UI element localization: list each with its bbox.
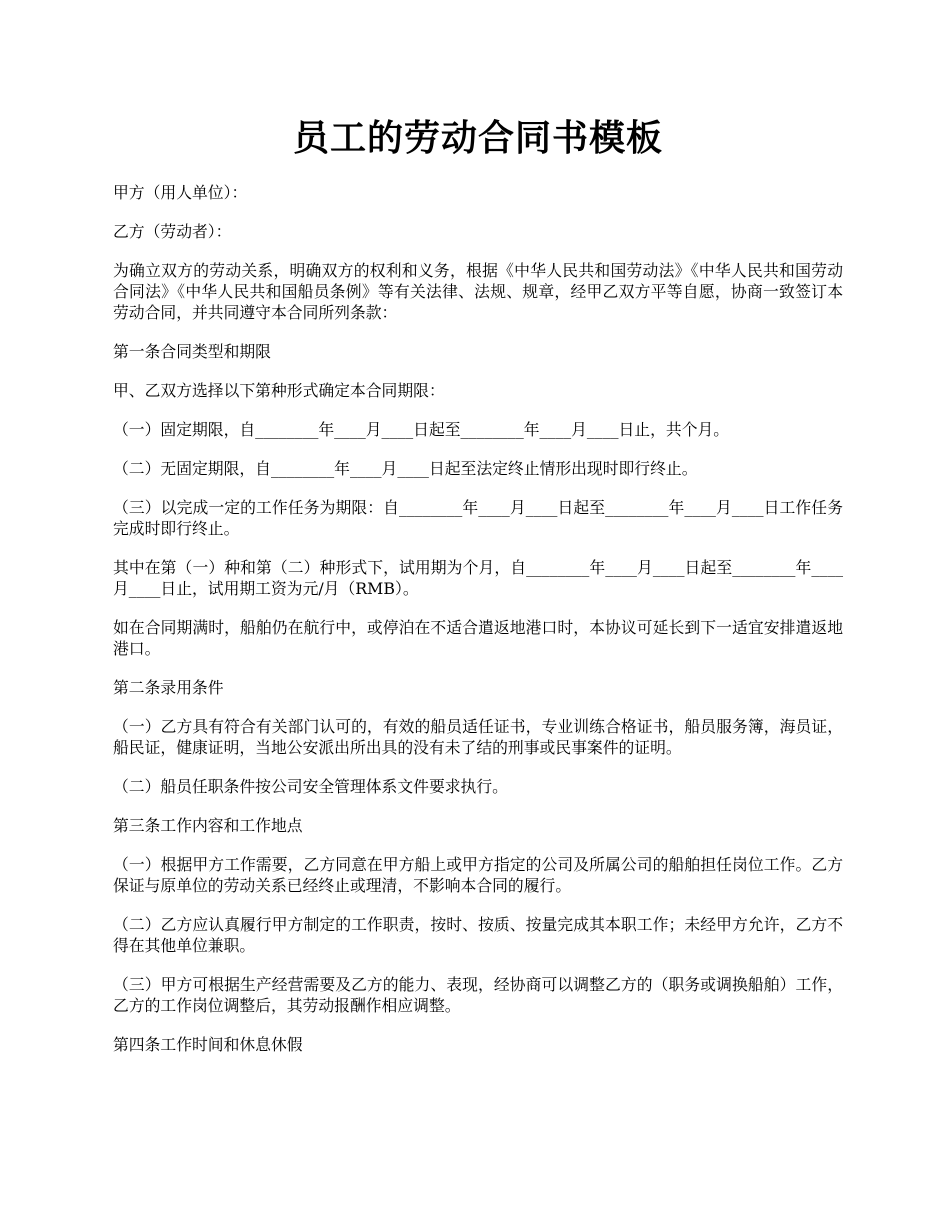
party-a-line: 甲方（用人单位）： bbox=[113, 183, 248, 202]
extension-paragraph: 如在合同期满时，船舶仍在航行中，或停泊在不适合遣返地港口时，本协议可延长到下一适宜安排遣返地港口。 bbox=[113, 618, 843, 658]
article-1-option-3: （三）以完成一定的工作任务为期限：自________年____月____日起至________年____月____日工作任务完成时即行终止。 bbox=[113, 498, 843, 538]
article-3-item-2: （二）乙方应认真履行甲方制定的工作职责，按时、按质、按量完成其本职工作；未经甲方允许，乙方不得在其他单位兼职。 bbox=[113, 915, 843, 955]
article-3-item-3: （三）甲方可根据生产经营需要及乙方的能力、表现，经协商可以调整乙方的（职务或调换船舶）工作，乙方的工作岗位调整后，其劳动报酬作相应调整。 bbox=[113, 975, 843, 1015]
document-page bbox=[113, 0, 843, 1055]
article-2-item-1: （一）乙方具有符合有关部门认可的，有效的船员适任证书，专业训练合格证书，船员服务簿，海员证，船民证，健康证明，当地公安派出所出具的没有未了结的刑事或民事案件的证明。 bbox=[113, 717, 843, 757]
article-1-option-2: （二）无固定期限，自________年____月____日起至法定终止情形出现时即行终止。 bbox=[113, 459, 698, 478]
article-2-heading: 第二条录用条件 bbox=[113, 678, 224, 697]
article-4-heading: 第四条工作时间和休息休假 bbox=[113, 1035, 303, 1054]
party-b-line: 乙方（劳动者）： bbox=[113, 222, 232, 241]
article-1-option-1: （一）固定期限，自________年____月____日起至________年____月____日止，共个月。 bbox=[113, 420, 730, 439]
probation-paragraph: 其中在第（一）种和第（二）种形式下，试用期为个月，自________年____月____日起至________年____月____日止，试用期工资为元/月（RMB）。 bbox=[113, 558, 843, 598]
preamble-paragraph: 为确立双方的劳动关系，明确双方的权利和义务，根据《中华人民共和国劳动法》《中华人民共和国劳动合同法》《中华人民共和国船员条例》等有关法律、法规、规章，经甲乙双方平等自愿，协商一致签订本劳动合同，并共同遵守本合同所列条款： bbox=[113, 261, 843, 322]
article-2-item-2: （二）船员任职条件按公司安全管理体系文件要求执行。 bbox=[113, 777, 508, 796]
article-1-intro: 甲、乙双方选择以下第种形式确定本合同期限： bbox=[113, 381, 445, 400]
article-3-item-1: （一）根据甲方工作需要，乙方同意在甲方船上或甲方指定的公司及所属公司的船舶担任岗位工作。乙方保证与原单位的劳动关系已经终止或理清，不影响本合同的履行。 bbox=[113, 855, 843, 895]
article-1-heading: 第一条合同类型和期限 bbox=[113, 342, 271, 361]
article-3-heading: 第三条工作内容和工作地点 bbox=[113, 816, 303, 835]
document-title: 员工的劳动合同书模板 bbox=[292, 117, 663, 159]
